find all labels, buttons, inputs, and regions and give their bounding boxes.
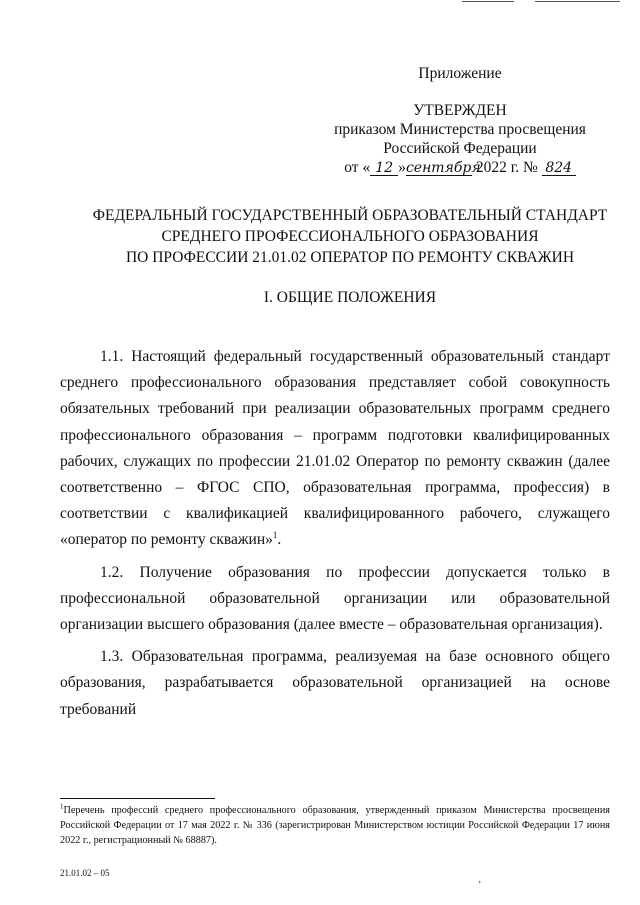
footnote-mark: 1 (60, 802, 64, 811)
order-number: 824 (542, 161, 576, 176)
document-title (60, 205, 640, 268)
footnote-text: Перечень профессий среднего профессионального образования, утвержденный приказом Министерства просвещения Российской Федерации от 17 мая 2022 г. № 336 (зарегистрирован Министерством юстиции Российской Федерации 17 июня 2022 г., регистрационный № 68887). (60, 805, 610, 846)
date-mid: » (398, 159, 406, 176)
section-heading: I. ОБЩИЕ ПОЛОЖЕНИЯ (263, 289, 437, 306)
title-line-1: ФЕДЕРАЛЬНЫЙ ГОСУДАРСТВЕННЫЙ ОБРАЗОВАТЕЛЬНЫЙ СТАНДАРТ (92, 207, 608, 224)
footnote-ref: 1 (272, 530, 278, 541)
stray-mark: ’ (478, 880, 482, 891)
date-day: 12 (370, 161, 398, 176)
title-line-2: СРЕДНЕГО ПРОФЕССИОНАЛЬНОГО ОБРАЗОВАНИЯ (161, 228, 539, 245)
footnote-divider (60, 798, 215, 799)
order-date-line (330, 158, 590, 177)
date-year: 2022 г. № (471, 159, 538, 176)
paragraph-1-2: 1.2. Получение образования по профессии допускается только в профессиональной образовательной организации или образовательной организации высшего образования (далее вместе – образовательная организация). (60, 563, 610, 634)
order-line: приказом Министерства просвещения (334, 121, 586, 138)
footnote (60, 803, 610, 848)
paragraph-1-1-text: 1.1. Настоящий федеральный государственный образовательный стандарт среднего профессионального образования представляет собой совокупность обязательных требований при реализации образовательных программ среднего профессионального образования – программ подготовки квалифицированных рабочих, служащих по профессии 21.01.02 Оператор по ремонту скважин (далее соответственно – ФГОС СПО, образовательная программа, профессия) в соответствии с квалификацией квалифицированного рабочего, служащего «оператор по ремонту скважин» (60, 348, 610, 549)
date-month: сентября (405, 160, 481, 176)
appendix-label: Приложение (418, 65, 502, 82)
title-line-3: ПО ПРОФЕССИИ 21.01.02 ОПЕРАТОР ПО РЕМОНТУ СКВАЖИН (125, 249, 575, 266)
approved-label: УТВЕРЖДЕН (413, 102, 507, 119)
paragraph-1-3: 1.3. Образовательная программа, реализуемая на базе основного общего образования, разрабатывается образовательной организацией на основе требований (60, 648, 610, 718)
approval-block (330, 64, 590, 177)
top-edge-line (462, 1, 514, 2)
document-body (60, 344, 610, 723)
top-edge-line (535, 1, 620, 2)
date-from: от « (344, 159, 371, 176)
federation-line: Российской Федерации (383, 140, 537, 157)
paragraph-1-1: 1.1. Настоящий федеральный государственный образовательный стандарт среднего профессионального образования представляет собой совокупность обязательных требований при реализации образовательных программ среднего профессионального образования – программ подготовки квалифицированных рабочих, служащих по профессии 21.01.02 Оператор по ремонту скважин (далее соответственно – ФГОС СПО, образовательная программа, профессия) в соответствии с квалификацией квалифицированного рабочего, служащего «оператор по ремонту скважин»$^1$. (60, 348, 610, 549)
document-code: 21.01.02 – 05 (60, 868, 110, 878)
